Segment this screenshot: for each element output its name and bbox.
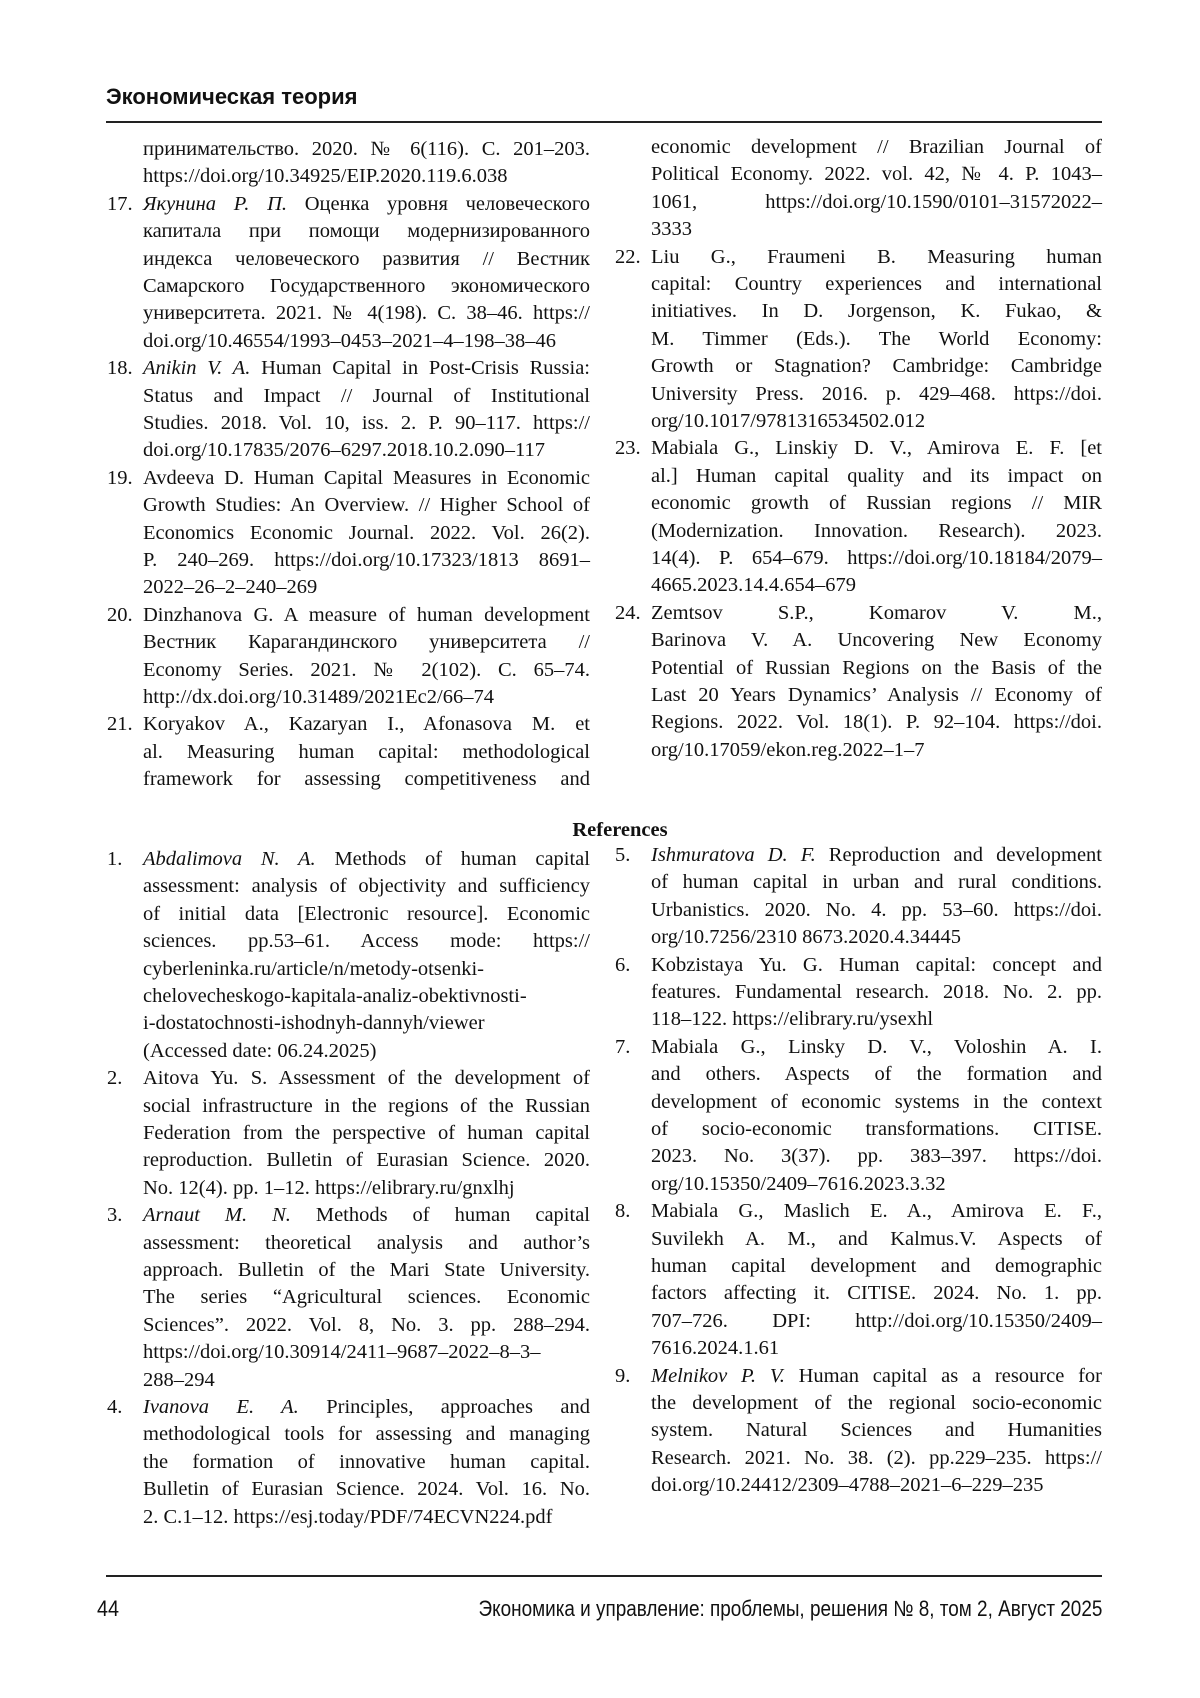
reference-number: 7.: [615, 1034, 630, 1061]
reference-line: [651, 1363, 1102, 1390]
reference-line: system. Natural Sciences and Humanities: [651, 1417, 1102, 1444]
reference-line: doi.org/10.24412/2309–4788–2021–6–229–235: [651, 1472, 1102, 1499]
reference-line: of human capital in urban and rural conditions.: [651, 869, 1102, 896]
reference-line: Dinzhanova G. A measure of human development: [143, 602, 590, 629]
reference-line: капитала при помощи модернизированного: [143, 218, 590, 245]
reference-line: i-dostatochnosti-ishodnyh-dannyh/viewer: [143, 1010, 590, 1037]
reference-line: Studies. 2018. Vol. 10, iss. 2. P. 90–117. https://: [143, 410, 590, 437]
reference-number: 22.: [615, 244, 641, 271]
reference-line: al.] Human capital quality and its impact on: [651, 463, 1102, 490]
reference-entry: [615, 244, 1102, 436]
reference-entry: [107, 1394, 590, 1531]
page-number: 44: [97, 1596, 119, 1622]
reference-author: Arnaut M. N.: [143, 1204, 291, 1226]
reference-number: 18.: [107, 355, 133, 382]
reference-line: economic development // Brazilian Journal of: [651, 134, 1102, 161]
reference-entry: [107, 465, 590, 602]
reference-line: development of economic systems in the context: [651, 1089, 1102, 1116]
reference-line: Urbanistics. 2020. No. 4. pp. 53–60. https://doi.: [651, 897, 1102, 924]
reference-line: 3333: [651, 216, 1102, 243]
reference-number: 4.: [107, 1394, 122, 1421]
header-divider: [106, 121, 1102, 123]
reference-entry: [107, 191, 590, 355]
reference-entry: [615, 134, 1102, 244]
reference-entry: [615, 1198, 1102, 1362]
reference-number: 24.: [615, 600, 641, 627]
reference-line: Zemtsov S.P., Komarov V. M.,: [651, 600, 1102, 627]
reference-line: of socio-economic transformations. CITISE.: [651, 1116, 1102, 1143]
reference-line: Aitova Yu. S. Assessment of the development of: [143, 1065, 590, 1092]
reference-line: org/10.7256/2310 8673.2020.4.34445: [651, 924, 1102, 951]
reference-entry: [615, 1363, 1102, 1500]
reference-author: Anikin V. A.: [143, 357, 250, 379]
reference-entry: [615, 435, 1102, 599]
reference-line: features. Fundamental research. 2018. No. 2. pp.: [651, 979, 1102, 1006]
reference-line: Sciences”. 2022. Vol. 8, No. 3. pp. 288–294.: [143, 1312, 590, 1339]
reference-line: Growth or Stagnation? Cambridge: Cambridge: [651, 353, 1102, 380]
reference-line: assessment: theoretical analysis and author’s: [143, 1230, 590, 1257]
reference-line: http://dx.doi.org/10.31489/2021Ec2/66–74: [143, 684, 590, 711]
reference-line: chelovecheskogo-kapitala-analiz-obektivnosti-: [143, 983, 590, 1010]
reference-line: sciences. pp.53–61. Access mode: https://: [143, 928, 590, 955]
reference-number: 6.: [615, 952, 630, 979]
reference-entry: [615, 952, 1102, 1034]
reference-entry: [107, 846, 590, 1065]
reference-line: doi.org/10.46554/1993–0453–2021–4–198–38–46: [143, 328, 590, 355]
reference-line: [143, 1202, 590, 1229]
reference-line: Avdeeva D. Human Capital Measures in Economic: [143, 465, 590, 492]
reference-number: 5.: [615, 842, 630, 869]
reference-line: approach. Bulletin of the Mari State University.: [143, 1257, 590, 1284]
reference-line: [143, 355, 590, 382]
reference-line: The series “Agricultural sciences. Economic: [143, 1284, 590, 1311]
reference-entry: [615, 600, 1102, 764]
reference-line: (Modernization. Innovation. Research). 2023.: [651, 518, 1102, 545]
reference-line: human capital development and demographic: [651, 1253, 1102, 1280]
bibliography-column-left: [107, 136, 590, 794]
reference-line: Economics Economic Journal. 2022. Vol. 26(2).: [143, 520, 590, 547]
reference-line: Federation from the perspective of human capital: [143, 1120, 590, 1147]
reference-line: Bulletin of Eurasian Science. 2024. Vol. 16. No.: [143, 1476, 590, 1503]
reference-line: assessment: analysis of objectivity and sufficiency: [143, 873, 590, 900]
reference-line: factors affecting it. CITISE. 2024. No. 1. pp.: [651, 1280, 1102, 1307]
footer-divider: [106, 1575, 1102, 1577]
reference-line: 4665.2023.14.4.654–679: [651, 572, 1102, 599]
reference-entry: [615, 1034, 1102, 1198]
references-column-right: [615, 842, 1102, 1500]
journal-issue: Экономика и управление: проблемы, решения № 8, том 2, Август 2025: [478, 1596, 1102, 1622]
reference-line: Liu G., Fraumeni B. Measuring human: [651, 244, 1102, 271]
reference-entry: [107, 1065, 590, 1202]
reference-line: Last 20 Years Dynamics’ Analysis // Economy of: [651, 682, 1102, 709]
reference-line: университета. 2021. № 4(198). С. 38–46. https://: [143, 300, 590, 327]
bibliography-column-right: [615, 134, 1102, 764]
reference-number: 9.: [615, 1363, 630, 1390]
reference-line: economic growth of Russian regions // MIR: [651, 490, 1102, 517]
reference-line: https://doi.org/10.30914/2411–9687–2022–8–3–: [143, 1339, 590, 1366]
reference-entry: [107, 711, 590, 793]
reference-line: initiatives. In D. Jorgenson, K. Fukao, &: [651, 298, 1102, 325]
reference-line: al. Measuring human capital: methodological: [143, 739, 590, 766]
reference-text: Оценка уровня человеческого: [305, 193, 590, 215]
reference-line: cyberleninka.ru/article/n/metody-otsenki-: [143, 956, 590, 983]
reference-line: 1061, https://doi.org/10.1590/0101–31572022–: [651, 189, 1102, 216]
section-title: Экономическая теория: [106, 84, 357, 110]
reference-line: org/10.17059/ekon.reg.2022–1–7: [651, 737, 1102, 764]
reference-line: https://doi.org/10.34925/EIP.2020.119.6.038: [143, 163, 590, 190]
reference-line: framework for assessing competitiveness and: [143, 766, 590, 793]
reference-text: Methods of human capital: [334, 848, 590, 870]
reference-line: and others. Aspects of the formation and: [651, 1061, 1102, 1088]
reference-line: Potential of Russian Regions on the Basis of the: [651, 655, 1102, 682]
reference-line: 14(4). P. 654–679. https://doi.org/10.18184/2079–: [651, 545, 1102, 572]
reference-line: Suvilekh A. M., and Kalmus.V. Aspects of: [651, 1226, 1102, 1253]
reference-entry: [107, 602, 590, 712]
reference-line: Kobzistaya Yu. G. Human capital: concept and: [651, 952, 1102, 979]
reference-number: 21.: [107, 711, 133, 738]
reference-line: Research. 2021. No. 38. (2). pp.229–235. https://: [651, 1445, 1102, 1472]
reference-line: University Press. 2016. p. 429–468. https://doi.: [651, 381, 1102, 408]
reference-author: Melnikov P. V.: [651, 1365, 785, 1387]
reference-line: Regions. 2022. Vol. 18(1). P. 92–104. https://doi.: [651, 709, 1102, 736]
reference-line: [143, 1394, 590, 1421]
reference-line: P. 240–269. https://doi.org/10.17323/1813 8691–: [143, 547, 590, 574]
reference-text: Methods of human capital: [316, 1204, 590, 1226]
reference-line: No. 12(4). pp. 1–12. https://elibrary.ru/gnxlhj: [143, 1175, 590, 1202]
reference-line: Вестник Карагандинского университета //: [143, 629, 590, 656]
reference-line: 2022–26–2–240–269: [143, 574, 590, 601]
reference-line: social infrastructure in the regions of the Russian: [143, 1093, 590, 1120]
reference-line: org/10.1017/9781316534502.012: [651, 408, 1102, 435]
reference-author: Ishmuratova D. F.: [651, 844, 816, 866]
reference-entry: [107, 1202, 590, 1394]
references-heading: References: [0, 819, 1200, 842]
reference-author: Якунина Р. П.: [143, 193, 287, 215]
reference-line: Economy Series. 2021. № 2(102). С. 65–74.: [143, 657, 590, 684]
reference-number: 23.: [615, 435, 641, 462]
reference-line: methodological tools for assessing and managing: [143, 1421, 590, 1448]
reference-text: Human Capital in Post-Crisis Russia:: [261, 357, 590, 379]
reference-author: Abdalimova N. A.: [143, 848, 316, 870]
reference-line: 2. C.1–12. https://esj.today/PDF/74ECVN224.pdf: [143, 1504, 590, 1531]
reference-line: 707–726. DPI: http://doi.org/10.15350/2409–: [651, 1308, 1102, 1335]
reference-line: doi.org/10.17835/2076–6297.2018.10.2.090–117: [143, 437, 590, 464]
reference-line: Mabiala G., Linskiy D. V., Amirova E. F. [et: [651, 435, 1102, 462]
reference-line: Growth Studies: An Overview. // Higher School of: [143, 492, 590, 519]
reference-line: Самарского Государственного экономического: [143, 273, 590, 300]
reference-number: 17.: [107, 191, 133, 218]
reference-line: принимательство. 2020. № 6(116). С. 201–203.: [143, 136, 590, 163]
reference-number: 20.: [107, 602, 133, 629]
reference-line: of initial data [Electronic resource]. Economic: [143, 901, 590, 928]
reference-entry: [107, 355, 590, 465]
reference-line: (Accessed date: 06.24.2025): [143, 1038, 590, 1065]
reference-line: [651, 842, 1102, 869]
reference-text: Principles, approaches and: [326, 1396, 590, 1418]
reference-line: Political Economy. 2022. vol. 42, № 4. P. 1043–: [651, 161, 1102, 188]
reference-line: Mabiala G., Maslich E. A., Amirova E. F.,: [651, 1198, 1102, 1225]
reference-line: the formation of innovative human capital.: [143, 1449, 590, 1476]
reference-text: Reproduction and development: [829, 844, 1102, 866]
reference-line: [143, 846, 590, 873]
reference-number: 1.: [107, 846, 122, 873]
reference-number: 3.: [107, 1202, 122, 1229]
reference-line: 2023. No. 3(37). pp. 383–397. https://doi.: [651, 1143, 1102, 1170]
reference-number: 2.: [107, 1065, 122, 1092]
reference-number: 8.: [615, 1198, 630, 1225]
reference-line: 288–294: [143, 1367, 590, 1394]
reference-line: Barinova V. A. Uncovering New Economy: [651, 627, 1102, 654]
reference-line: Status and Impact // Journal of Institutional: [143, 383, 590, 410]
reference-text: Human capital as a resource for: [799, 1365, 1102, 1387]
reference-line: [143, 191, 590, 218]
reference-entry: [107, 136, 590, 191]
reference-line: capital: Country experiences and international: [651, 271, 1102, 298]
references-column-left: [107, 846, 590, 1531]
reference-line: 118–122. https://elibrary.ru/ysexhl: [651, 1006, 1102, 1033]
reference-entry: [615, 842, 1102, 952]
reference-line: Koryakov A., Kazaryan I., Afonasova M. et: [143, 711, 590, 738]
reference-line: reproduction. Bulletin of Eurasian Science. 2020.: [143, 1147, 590, 1174]
reference-line: индекса человеческого развития // Вестник: [143, 246, 590, 273]
reference-line: org/10.15350/2409–7616.2023.3.32: [651, 1171, 1102, 1198]
reference-number: 19.: [107, 465, 133, 492]
reference-line: M. Timmer (Eds.). The World Economy:: [651, 326, 1102, 353]
reference-line: Mabiala G., Linsky D. V., Voloshin A. I.: [651, 1034, 1102, 1061]
reference-line: the development of the regional socio-economic: [651, 1390, 1102, 1417]
reference-author: Ivanova E. A.: [143, 1396, 299, 1418]
reference-line: 7616.2024.1.61: [651, 1335, 1102, 1362]
